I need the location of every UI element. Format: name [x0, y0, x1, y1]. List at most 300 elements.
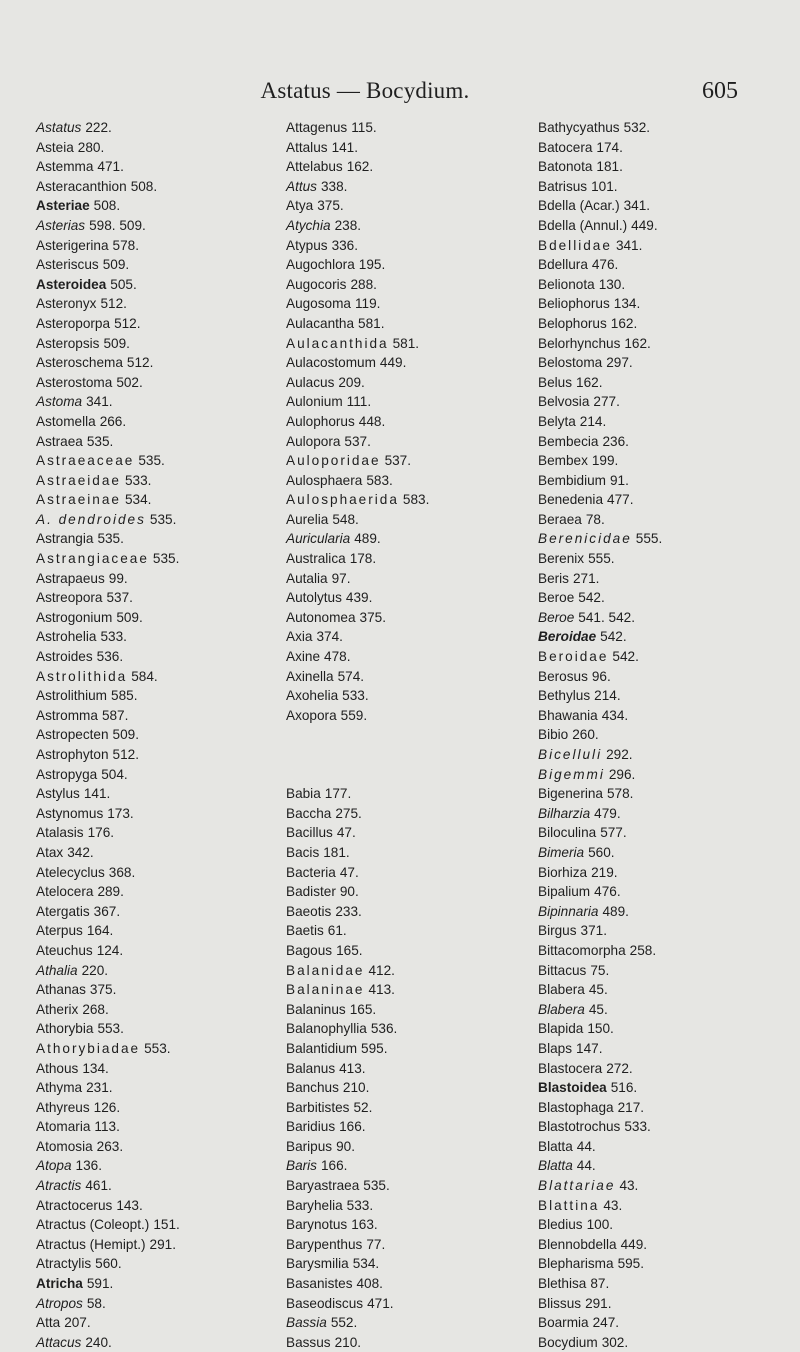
entry-name: Astraeaceae	[36, 453, 135, 469]
index-entry	[286, 1254, 531, 1274]
entry-pages: 585.	[111, 688, 138, 704]
entry-name: Athorybiadae	[36, 1040, 141, 1056]
entry-name: Aulacus	[286, 374, 335, 390]
entry-pages: 516.	[610, 1080, 638, 1096]
index-entry	[36, 1176, 281, 1196]
entry-pages: 119.	[355, 296, 381, 312]
entry-pages: 478.	[324, 649, 351, 665]
index-column-2	[286, 118, 531, 1352]
entry-pages: 91.	[610, 472, 629, 488]
entry-pages: 174.	[596, 139, 623, 155]
entry-name: Atractus (Coleopt.)	[36, 1217, 150, 1233]
entry-pages: 214.	[594, 688, 621, 704]
entry-pages: 78.	[585, 511, 605, 527]
entry-name: Aulonium	[286, 394, 343, 410]
index-entry	[538, 353, 783, 373]
entry-pages: 535.	[97, 531, 124, 547]
entry-name: Atractis	[36, 1178, 82, 1194]
entry-pages: 413.	[339, 1060, 366, 1076]
entry-name: Auloporidae	[286, 453, 381, 469]
entry-pages: 101.	[591, 178, 618, 194]
index-entry	[36, 314, 281, 334]
index-entry	[286, 432, 531, 452]
entry-name: Basanistes	[286, 1276, 353, 1292]
entry-pages: 581.	[358, 315, 385, 331]
index-entry	[538, 961, 783, 981]
index-entry	[538, 1039, 783, 1059]
entry-name: Atropos	[36, 1295, 83, 1311]
entry-pages: 45.	[588, 1001, 608, 1017]
entry-pages: 535.	[152, 551, 180, 567]
entry-name: Berenix	[538, 551, 585, 567]
entry-pages: 505.	[110, 276, 137, 292]
entry-name: Blatta	[538, 1158, 573, 1174]
entry-name: Biorhiza	[538, 864, 588, 880]
entry-pages: 44.	[576, 1158, 596, 1174]
entry-name: Bittacus	[538, 962, 587, 978]
entry-pages: 219.	[591, 864, 618, 880]
entry-pages: 162.	[346, 159, 374, 175]
index-entry	[286, 216, 531, 236]
index-entry	[286, 412, 531, 432]
entry-pages: 408.	[356, 1276, 383, 1292]
index-entry	[538, 882, 783, 902]
entry-name: Astropecten	[36, 727, 109, 743]
entry-name: Asterias	[36, 217, 86, 233]
entry-name: Astoma	[36, 394, 83, 410]
index-entry	[538, 1294, 783, 1314]
entry-pages: 338.	[320, 178, 348, 194]
entry-name: Astraeinae	[36, 492, 121, 508]
entry-pages: 151.	[153, 1217, 180, 1233]
entry-name: Astylus	[36, 786, 80, 802]
entry-pages: 449.	[631, 217, 658, 233]
entry-pages: 477.	[607, 492, 634, 508]
index-entry	[538, 471, 783, 491]
entry-pages: 591.	[86, 1276, 114, 1292]
index-entry	[538, 1313, 783, 1333]
entry-name: Augocoris	[286, 276, 347, 292]
entry-pages: 555.	[588, 551, 615, 567]
entry-pages: 534.	[125, 492, 152, 508]
entry-name: Asteracanthion	[36, 178, 127, 194]
index-entry	[538, 765, 783, 785]
entry-name: Blastophaga	[538, 1099, 614, 1115]
entry-pages: 181.	[323, 844, 350, 860]
running-head: Astatus — Bocydium.	[260, 78, 470, 103]
entry-name: Asteropsis	[36, 335, 100, 351]
index-entry	[538, 1196, 783, 1216]
index-entry	[286, 843, 531, 863]
index-entry	[286, 1078, 531, 1098]
index-entry	[36, 647, 281, 667]
entry-pages: 535.	[138, 453, 165, 469]
entry-pages: 134.	[82, 1060, 109, 1076]
entry-name: Athyma	[36, 1080, 83, 1096]
entry-name: Belus	[538, 374, 573, 390]
entry-name: Bilharzia	[538, 805, 591, 821]
index-entry	[538, 1059, 783, 1079]
entry-name: Attalus	[286, 139, 328, 155]
column-gap	[286, 725, 531, 745]
index-entry	[286, 941, 531, 961]
entry-pages: 371.	[580, 923, 607, 939]
entry-name: Bimeria	[538, 844, 585, 860]
entry-name: Astrangiaceae	[36, 551, 149, 567]
index-entry	[36, 1059, 281, 1079]
index-entry	[538, 373, 783, 393]
index-entry	[36, 432, 281, 452]
index-entry	[36, 1156, 281, 1176]
entry-pages: 99.	[108, 570, 128, 586]
index-entry	[36, 216, 281, 236]
index-entry	[36, 902, 281, 922]
index-entry	[538, 432, 783, 452]
entry-pages: 534.	[352, 1256, 380, 1272]
index-entry	[286, 549, 531, 569]
entry-pages: 548.	[332, 511, 359, 527]
entry-pages: 136.	[75, 1158, 102, 1174]
entry-pages: 124.	[96, 942, 124, 958]
entry-name: Bigemmi	[538, 766, 605, 782]
entry-name: Axia	[286, 629, 313, 645]
index-entry	[538, 804, 783, 824]
entry-name: Atherix	[36, 1001, 79, 1017]
index-entry	[538, 1176, 783, 1196]
index-entry	[286, 902, 531, 922]
entry-pages: 288.	[350, 276, 377, 292]
page-number: 605	[702, 78, 738, 104]
entry-name: Athyreus	[36, 1099, 90, 1115]
entry-pages: 141.	[83, 786, 111, 802]
entry-pages: 577.	[600, 825, 627, 841]
entry-pages: 292.	[606, 747, 633, 762]
entry-name: Atomosia	[36, 1138, 93, 1154]
entry-name: Bdella (Annul.)	[538, 217, 628, 233]
index-entry	[286, 882, 531, 902]
index-entry	[36, 1235, 281, 1255]
column-gap	[286, 745, 531, 765]
entry-pages: 555.	[635, 531, 663, 547]
index-entry	[36, 1294, 281, 1314]
index-entry	[538, 138, 783, 158]
index-entry	[538, 314, 783, 334]
entry-pages: 130.	[598, 276, 626, 292]
entry-pages: 542.	[578, 590, 605, 606]
entry-name: Belyta	[538, 413, 576, 429]
index-entry	[286, 392, 531, 412]
index-entry	[36, 1078, 281, 1098]
entry-name: Baeotis	[286, 903, 332, 919]
index-entry	[286, 1235, 531, 1255]
index-entry	[538, 843, 783, 863]
entry-name: Baseodiscus	[286, 1295, 364, 1311]
index-entry	[538, 216, 783, 236]
index-entry	[286, 510, 531, 530]
entry-pages: 87.	[590, 1276, 610, 1292]
entry-name: Axinella	[286, 668, 334, 684]
index-entry	[286, 294, 531, 314]
entry-name: Bassia	[286, 1315, 327, 1331]
entry-name: Atelocera	[36, 884, 94, 900]
entry-name: Asteroidea	[36, 276, 107, 292]
entry-name: Blepharisma	[538, 1256, 614, 1272]
entry-pages: 336.	[331, 237, 359, 253]
index-entry	[36, 157, 281, 177]
entry-name: Beraea	[538, 511, 582, 527]
entry-name: Baridius	[286, 1119, 336, 1135]
index-entry	[538, 588, 783, 608]
entry-pages: 367.	[93, 903, 121, 919]
entry-name: Augochlora	[286, 257, 355, 273]
entry-pages: 177.	[324, 786, 352, 802]
entry-name: Astrohelia	[36, 629, 97, 645]
index-entry	[36, 236, 281, 256]
entry-pages: 535.	[149, 511, 177, 527]
entry-name: Australica	[286, 551, 346, 567]
entry-pages: 449.	[620, 1236, 648, 1252]
page-header	[0, 78, 800, 108]
entry-pages: 471.	[367, 1295, 394, 1311]
index-entry	[538, 1078, 783, 1098]
entry-name: Athorybia	[36, 1021, 94, 1037]
entry-name: Astrolithium	[36, 688, 108, 704]
entry-name: Axohelia	[286, 688, 339, 704]
entry-name: Bacillus	[286, 825, 333, 841]
entry-pages: 449.	[379, 355, 407, 371]
entry-pages: 595.	[617, 1256, 645, 1272]
entry-name: Atricha	[36, 1276, 83, 1292]
entry-name: A. dendroides	[36, 511, 146, 527]
entry-name: Badister	[286, 884, 336, 900]
entry-name: Barysmilia	[286, 1256, 349, 1272]
entry-name: Axopora	[286, 707, 337, 723]
entry-name: Aulosphaera	[286, 472, 363, 488]
entry-name: Balaninae	[286, 982, 365, 998]
entry-pages: 502.	[116, 374, 143, 390]
index-entry	[36, 138, 281, 158]
entry-name: Atta	[36, 1315, 61, 1331]
entry-name: Beroidae	[538, 629, 597, 645]
entry-pages: 263.	[96, 1138, 124, 1154]
entry-pages: 113.	[94, 1119, 120, 1135]
index-entry	[36, 1313, 281, 1333]
entry-pages: 166.	[320, 1158, 348, 1174]
entry-name: Blastotrochus	[538, 1119, 621, 1135]
entry-pages: 134.	[613, 296, 641, 312]
entry-name: Blaps	[538, 1040, 573, 1056]
entry-name: Baryastraea	[286, 1178, 360, 1194]
entry-name: Barypenthus	[286, 1236, 363, 1252]
index-entry	[36, 961, 281, 981]
entry-pages: 247.	[592, 1315, 620, 1331]
entry-name: Bembex	[538, 453, 588, 469]
entry-name: Astroides	[36, 649, 93, 665]
entry-pages: 173.	[107, 805, 134, 821]
entry-pages: 489.	[354, 531, 381, 547]
entry-name: Atelecyclus	[36, 864, 105, 880]
index-entry	[36, 843, 281, 863]
entry-pages: 476.	[594, 884, 621, 900]
index-entry	[538, 177, 783, 197]
entry-pages: 277.	[593, 394, 620, 410]
entry-pages: 233.	[335, 903, 362, 919]
entry-name: Batocera	[538, 139, 593, 155]
entry-pages: 559.	[340, 707, 368, 723]
index-entry	[286, 1294, 531, 1314]
entry-name: Bipinnaria	[538, 903, 599, 919]
entry-name: Bicelluli	[538, 747, 603, 762]
entry-name: Astrophyton	[36, 747, 109, 762]
entry-pages: 217.	[617, 1099, 645, 1115]
index-entry	[36, 255, 281, 275]
entry-pages: 542.	[600, 629, 627, 645]
entry-name: Autolytus	[286, 590, 342, 606]
entry-name: Benedenia	[538, 492, 604, 508]
index-entry	[36, 353, 281, 373]
index-entry	[538, 608, 783, 628]
entry-pages: 448.	[358, 413, 386, 429]
entry-pages: 412.	[368, 962, 395, 978]
entry-pages: 439.	[345, 590, 373, 606]
index-entry	[36, 412, 281, 432]
entry-pages: 61.	[327, 923, 347, 939]
entry-name: Astromma	[36, 707, 98, 723]
entry-name: Auricularia	[286, 531, 351, 547]
entry-pages: 209.	[338, 374, 365, 390]
index-entry	[538, 1098, 783, 1118]
index-entry	[538, 1137, 783, 1157]
entry-name: Attagenus	[286, 120, 348, 135]
index-entry	[286, 1098, 531, 1118]
index-entry	[36, 980, 281, 1000]
index-entry	[538, 902, 783, 922]
entry-pages: 297.	[606, 355, 633, 371]
entry-pages: 508.	[130, 178, 158, 194]
entry-pages: 150.	[587, 1021, 614, 1037]
entry-pages: 43.	[619, 1178, 639, 1194]
entry-pages: 535.	[86, 433, 114, 449]
entry-name: Blattina	[538, 1197, 600, 1213]
index-entry	[538, 529, 783, 549]
entry-pages: 147.	[576, 1040, 603, 1056]
index-entry	[36, 392, 281, 412]
entry-pages: 231.	[86, 1080, 113, 1096]
entry-name: Aterpus	[36, 923, 83, 939]
entry-name: Attacus	[36, 1334, 82, 1350]
index-entry	[286, 588, 531, 608]
entry-name: Bethylus	[538, 688, 591, 704]
entry-name: Blethisa	[538, 1276, 587, 1292]
entry-pages: 163.	[351, 1217, 378, 1233]
index-entry	[538, 686, 783, 706]
entry-name: Blastocera	[538, 1060, 603, 1076]
entry-pages: 165.	[336, 942, 363, 958]
index-entry	[538, 451, 783, 471]
index-entry	[286, 608, 531, 628]
entry-name: Atopa	[36, 1158, 72, 1174]
entry-pages: 532.	[623, 120, 651, 135]
index-entry	[36, 196, 281, 216]
entry-name: Axine	[286, 649, 321, 665]
entry-name: Ateuchus	[36, 942, 93, 958]
entry-name: Biloculina	[538, 825, 597, 841]
index-entry	[286, 236, 531, 256]
index-entry	[538, 941, 783, 961]
index-entry	[36, 294, 281, 314]
index-entry	[36, 1117, 281, 1137]
index-entry	[36, 451, 281, 471]
index-entry	[286, 118, 531, 138]
entry-name: Astrolithida	[36, 668, 128, 684]
index-entry	[538, 157, 783, 177]
entry-pages: 537.	[344, 433, 371, 449]
index-entry	[286, 255, 531, 275]
index-entry	[286, 1176, 531, 1196]
entry-pages: 341.	[615, 237, 643, 253]
entry-pages: 100.	[586, 1217, 614, 1233]
index-entry	[538, 1000, 783, 1020]
entry-pages: 222.	[85, 120, 112, 135]
index-entry	[286, 353, 531, 373]
index-entry	[286, 373, 531, 393]
entry-pages: 207.	[64, 1315, 91, 1331]
entry-name: Autonomea	[286, 609, 356, 625]
entry-name: Belophorus	[538, 315, 607, 331]
entry-name: Attus	[286, 178, 317, 194]
entry-pages: 434.	[601, 707, 629, 723]
index-entry	[36, 667, 281, 687]
entry-pages: 214.	[579, 413, 607, 429]
entry-pages: 581.	[392, 335, 420, 351]
index-entry	[36, 490, 281, 510]
entry-name: Atax	[36, 844, 64, 860]
entry-name: Bathycyathus	[538, 120, 620, 135]
entry-name: Belionota	[538, 276, 595, 292]
entry-pages: 584.	[131, 668, 158, 684]
entry-pages: 143.	[116, 1197, 143, 1213]
entry-pages: 210.	[342, 1080, 370, 1096]
entry-name: Blennobdella	[538, 1236, 617, 1252]
entry-name: Balaninus	[286, 1001, 346, 1017]
index-entry	[36, 823, 281, 843]
index-entry	[538, 1235, 783, 1255]
index-entry	[286, 961, 531, 981]
entry-pages: 504.	[101, 766, 128, 782]
entry-name: Batrisus	[538, 178, 588, 194]
entry-pages: 45.	[588, 982, 608, 998]
entry-pages: 509.	[116, 609, 143, 625]
entry-name: Balantidium	[286, 1040, 358, 1056]
entry-pages: 533.	[125, 472, 152, 488]
entry-name: Berenicidae	[538, 531, 632, 547]
index-entry	[36, 549, 281, 569]
entry-name: Aulacantha	[286, 315, 355, 331]
entry-name: Balanidae	[286, 962, 365, 978]
index-entry	[286, 196, 531, 216]
entry-name: Asteronyx	[36, 296, 97, 312]
entry-name: Bipalium	[538, 884, 591, 900]
index-column-3	[538, 118, 783, 1352]
entry-pages: 533.	[624, 1119, 651, 1135]
index-entry	[538, 294, 783, 314]
entry-name: Astrogonium	[36, 609, 113, 625]
entry-name: Balanophyllia	[286, 1021, 367, 1037]
entry-pages: 220.	[81, 962, 109, 978]
entry-name: Boarmia	[538, 1315, 589, 1331]
entry-name: Astemma	[36, 159, 94, 175]
entry-pages: 296.	[608, 766, 636, 782]
